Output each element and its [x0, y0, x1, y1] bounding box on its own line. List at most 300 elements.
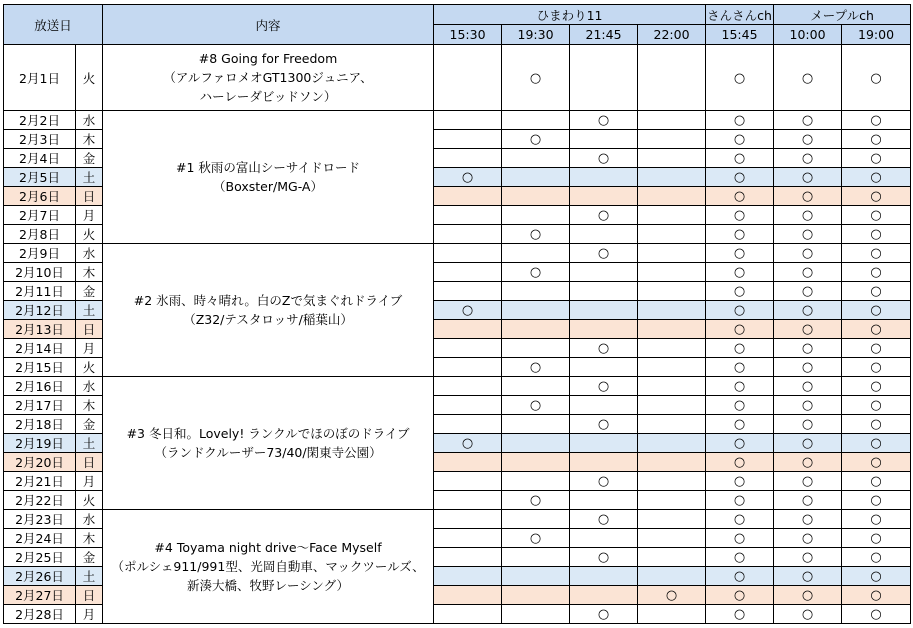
slot-cell: [570, 415, 638, 434]
slot-cell: [706, 130, 774, 149]
header-time: 19:30: [502, 25, 570, 45]
broadcast-mark: ○: [801, 436, 814, 451]
broadcast-date: 2月12日: [4, 301, 76, 320]
broadcast-date: 2月17日: [4, 396, 76, 415]
episode-line: ハーレーダビッドソン）: [199, 89, 337, 104]
broadcast-mark: ○: [870, 246, 882, 261]
slot-cell: [706, 206, 774, 225]
broadcast-mark: ○: [597, 550, 610, 565]
slot-cell: [570, 130, 638, 149]
broadcast-mark: ○: [801, 70, 814, 86]
episode-line: #3 冬日和。Lovely! ランクルでほのぼのドライブ: [126, 426, 410, 441]
slot-cell: [434, 491, 502, 510]
broadcast-mark: ○: [461, 303, 474, 318]
slot-cell: [434, 377, 502, 396]
slot-cell: [434, 548, 502, 567]
slot-cell: [842, 149, 911, 168]
broadcast-date: 2月3日: [4, 130, 76, 149]
slot-cell: [502, 263, 570, 282]
day-of-week: 水: [76, 244, 103, 263]
slot-cell: [502, 45, 570, 111]
slot-cell: [434, 453, 502, 472]
day-of-week: 火: [76, 225, 103, 244]
broadcast-mark: ○: [870, 607, 882, 622]
slot-cell: [638, 358, 706, 377]
schedule-body: [4, 45, 911, 624]
broadcast-mark: ○: [733, 322, 746, 337]
slot-cell: [434, 45, 502, 111]
broadcast-mark: ○: [597, 607, 610, 622]
slot-cell: [570, 396, 638, 415]
slot-cell: [774, 206, 842, 225]
slot-cell: [570, 453, 638, 472]
broadcast-mark: ○: [801, 379, 814, 394]
slot-cell: [570, 548, 638, 567]
slot-cell: [842, 472, 911, 491]
broadcast-mark: ○: [733, 151, 746, 166]
slot-cell: [774, 396, 842, 415]
broadcast-mark: ○: [801, 607, 814, 622]
slot-cell: [706, 45, 774, 111]
day-of-week: 月: [76, 339, 103, 358]
slot-cell: [706, 111, 774, 130]
slot-cell: [502, 396, 570, 415]
slot-cell: [638, 244, 706, 263]
broadcast-mark: ○: [801, 265, 814, 280]
episode-line: （ポルシェ911/991型、光岡自動車、マックツールズ、: [111, 559, 425, 574]
slot-cell: [502, 339, 570, 358]
day-of-week: 金: [76, 149, 103, 168]
slot-cell: [706, 548, 774, 567]
slot-cell: [842, 434, 911, 453]
header-time: 21:45: [570, 25, 638, 45]
broadcast-date: 2月24日: [4, 529, 76, 548]
broadcast-date: 2月19日: [4, 434, 76, 453]
broadcast-date: 2月16日: [4, 377, 76, 396]
slot-cell: [638, 586, 706, 605]
slot-cell: [502, 510, 570, 529]
broadcast-mark: ○: [461, 170, 474, 185]
slot-cell: [774, 168, 842, 187]
slot-cell: [638, 301, 706, 320]
day-of-week: 金: [76, 282, 103, 301]
broadcast-mark: ○: [733, 303, 746, 318]
slot-cell: [842, 187, 911, 206]
broadcast-mark: ○: [733, 379, 746, 394]
slot-cell: [842, 510, 911, 529]
broadcast-mark: ○: [870, 417, 882, 432]
broadcast-mark: ○: [801, 569, 814, 584]
broadcast-date: 2月13日: [4, 320, 76, 339]
slot-cell: [774, 605, 842, 624]
schedule-row: [4, 111, 911, 130]
slot-cell: [502, 168, 570, 187]
slot-cell: [706, 396, 774, 415]
slot-cell: [842, 491, 911, 510]
broadcast-mark: ○: [597, 417, 610, 432]
slot-cell: [706, 339, 774, 358]
slot-cell: [434, 415, 502, 434]
slot-cell: [570, 187, 638, 206]
slot-cell: [706, 453, 774, 472]
day-of-week: 日: [76, 453, 103, 472]
broadcast-mark: ○: [733, 493, 746, 508]
slot-cell: [706, 415, 774, 434]
broadcast-mark: ○: [733, 170, 746, 185]
header-broadcast-date: 放送日: [4, 5, 103, 45]
slot-cell: [434, 396, 502, 415]
broadcast-mark: ○: [733, 70, 746, 86]
broadcast-mark: ○: [733, 474, 746, 489]
slot-cell: [774, 111, 842, 130]
slot-cell: [638, 149, 706, 168]
slot-cell: [638, 225, 706, 244]
slot-cell: [774, 320, 842, 339]
broadcast-mark: ○: [597, 151, 610, 166]
broadcast-mark: ○: [870, 474, 882, 489]
day-of-week: 水: [76, 510, 103, 529]
slot-cell: [570, 529, 638, 548]
slot-cell: [434, 510, 502, 529]
broadcast-mark: ○: [870, 512, 882, 527]
broadcast-date: 2月9日: [4, 244, 76, 263]
slot-cell: [842, 548, 911, 567]
slot-cell: [570, 567, 638, 586]
broadcast-mark: ○: [733, 227, 746, 242]
broadcast-date: 2月23日: [4, 510, 76, 529]
broadcast-mark: ○: [597, 208, 610, 223]
day-of-week: 木: [76, 263, 103, 282]
broadcast-mark: ○: [870, 436, 882, 451]
broadcast-mark: ○: [870, 170, 882, 185]
broadcast-mark: ○: [597, 379, 610, 394]
episode-content: [103, 45, 434, 111]
slot-cell: [842, 263, 911, 282]
schedule-row: [4, 244, 911, 263]
slot-cell: [502, 453, 570, 472]
slot-cell: [434, 168, 502, 187]
broadcast-mark: ○: [733, 550, 746, 565]
broadcast-date: 2月2日: [4, 111, 76, 130]
broadcast-mark: ○: [801, 170, 814, 185]
slot-cell: [706, 529, 774, 548]
slot-cell: [706, 434, 774, 453]
broadcast-date: 2月20日: [4, 453, 76, 472]
slot-cell: [434, 149, 502, 168]
broadcast-date: 2月15日: [4, 358, 76, 377]
slot-cell: [774, 225, 842, 244]
slot-cell: [570, 605, 638, 624]
slot-cell: [638, 320, 706, 339]
day-of-week: 日: [76, 320, 103, 339]
day-of-week: 木: [76, 130, 103, 149]
slot-cell: [502, 244, 570, 263]
broadcast-mark: ○: [597, 246, 610, 261]
slot-cell: [502, 320, 570, 339]
slot-cell: [774, 529, 842, 548]
episode-content: [103, 377, 434, 510]
slot-cell: [706, 301, 774, 320]
slot-cell: [842, 111, 911, 130]
broadcast-mark: ○: [733, 265, 746, 280]
slot-cell: [774, 586, 842, 605]
slot-cell: [774, 453, 842, 472]
slot-cell: [842, 377, 911, 396]
slot-cell: [706, 586, 774, 605]
header-channel-himawari: ひまわり11: [434, 5, 706, 25]
broadcast-mark: ○: [529, 227, 542, 242]
schedule-row: [4, 510, 911, 529]
broadcast-mark: ○: [801, 246, 814, 261]
slot-cell: [638, 339, 706, 358]
slot-cell: [434, 472, 502, 491]
broadcast-date: 2月18日: [4, 415, 76, 434]
header-time: 19:00: [842, 25, 911, 45]
slot-cell: [706, 605, 774, 624]
day-of-week: 月: [76, 605, 103, 624]
broadcast-mark: ○: [801, 512, 814, 527]
header-channel-maple: メープルch: [774, 5, 911, 25]
slot-cell: [842, 586, 911, 605]
broadcast-mark: ○: [870, 227, 882, 242]
broadcast-mark: ○: [870, 588, 882, 603]
slot-cell: [706, 567, 774, 586]
slot-cell: [842, 339, 911, 358]
broadcast-mark: ○: [733, 417, 746, 432]
slot-cell: [706, 263, 774, 282]
slot-cell: [638, 168, 706, 187]
slot-cell: [774, 187, 842, 206]
slot-cell: [434, 244, 502, 263]
broadcast-mark: ○: [801, 531, 814, 546]
slot-cell: [842, 301, 911, 320]
slot-cell: [570, 491, 638, 510]
episode-line: （Boxster/MG-A）: [213, 179, 323, 194]
day-of-week: 土: [76, 434, 103, 453]
slot-cell: [842, 605, 911, 624]
broadcast-mark: ○: [801, 398, 814, 413]
slot-cell: [502, 434, 570, 453]
episode-content: [103, 111, 434, 244]
slot-cell: [774, 377, 842, 396]
header-row-channels: [4, 5, 911, 25]
broadcast-date: 2月5日: [4, 168, 76, 187]
slot-cell: [502, 282, 570, 301]
slot-cell: [502, 358, 570, 377]
broadcast-mark: ○: [733, 284, 746, 299]
day-of-week: 水: [76, 377, 103, 396]
day-of-week: 火: [76, 358, 103, 377]
episode-line: #1 秋雨の富山シーサイドロード: [176, 160, 361, 175]
broadcast-mark: ○: [870, 303, 882, 318]
slot-cell: [502, 548, 570, 567]
episode-line: #2 氷雨、時々晴れ。白のZで気まぐれドライブ: [133, 293, 403, 308]
slot-cell: [638, 415, 706, 434]
broadcast-mark: ○: [733, 588, 746, 603]
broadcast-mark: ○: [801, 227, 814, 242]
day-of-week: 月: [76, 472, 103, 491]
slot-cell: [570, 339, 638, 358]
slot-cell: [502, 491, 570, 510]
broadcast-mark: ○: [733, 455, 746, 470]
slot-cell: [502, 187, 570, 206]
broadcast-mark: ○: [733, 208, 746, 223]
slot-cell: [502, 586, 570, 605]
slot-cell: [774, 45, 842, 111]
slot-cell: [774, 491, 842, 510]
slot-cell: [502, 377, 570, 396]
broadcast-mark: ○: [597, 474, 610, 489]
day-of-week: 火: [76, 491, 103, 510]
slot-cell: [842, 206, 911, 225]
slot-cell: [502, 225, 570, 244]
day-of-week: 火: [76, 45, 103, 111]
day-of-week: 日: [76, 586, 103, 605]
broadcast-mark: ○: [733, 341, 746, 356]
slot-cell: [434, 434, 502, 453]
slot-cell: [842, 415, 911, 434]
broadcast-mark: ○: [870, 341, 882, 356]
broadcast-mark: ○: [870, 132, 882, 147]
slot-cell: [570, 586, 638, 605]
slot-cell: [842, 282, 911, 301]
broadcast-mark: ○: [597, 113, 610, 128]
slot-cell: [434, 225, 502, 244]
broadcast-date: 2月10日: [4, 263, 76, 282]
slot-cell: [570, 244, 638, 263]
slot-cell: [774, 263, 842, 282]
slot-cell: [842, 244, 911, 263]
broadcast-mark: ○: [801, 455, 814, 470]
day-of-week: 土: [76, 301, 103, 320]
slot-cell: [570, 225, 638, 244]
slot-cell: [706, 282, 774, 301]
episode-line: （ランドクルーザー73/40/閑東寺公園）: [154, 445, 382, 460]
slot-cell: [706, 320, 774, 339]
broadcast-date: 2月25日: [4, 548, 76, 567]
slot-cell: [706, 225, 774, 244]
broadcast-mark: ○: [801, 189, 814, 204]
slot-cell: [434, 358, 502, 377]
broadcast-date: 2月14日: [4, 339, 76, 358]
slot-cell: [434, 339, 502, 358]
slot-cell: [706, 149, 774, 168]
broadcast-mark: ○: [801, 550, 814, 565]
slot-cell: [842, 567, 911, 586]
slot-cell: [638, 263, 706, 282]
broadcast-date: 2月22日: [4, 491, 76, 510]
slot-cell: [502, 206, 570, 225]
slot-cell: [842, 225, 911, 244]
broadcast-mark: ○: [801, 474, 814, 489]
day-of-week: 土: [76, 168, 103, 187]
slot-cell: [570, 282, 638, 301]
broadcast-mark: ○: [461, 436, 474, 451]
broadcast-date: 2月27日: [4, 586, 76, 605]
day-of-week: 水: [76, 111, 103, 130]
broadcast-mark: ○: [870, 550, 882, 565]
slot-cell: [570, 45, 638, 111]
slot-cell: [842, 358, 911, 377]
slot-cell: [706, 377, 774, 396]
slot-cell: [502, 149, 570, 168]
broadcast-mark: ○: [801, 417, 814, 432]
slot-cell: [570, 510, 638, 529]
slot-cell: [842, 529, 911, 548]
slot-cell: [774, 434, 842, 453]
slot-cell: [434, 320, 502, 339]
broadcast-mark: ○: [870, 493, 882, 508]
broadcast-mark: ○: [733, 246, 746, 261]
broadcast-mark: ○: [665, 588, 678, 603]
broadcast-mark: ○: [733, 113, 746, 128]
header-time: 15:30: [434, 25, 502, 45]
broadcast-mark: ○: [801, 132, 814, 147]
broadcast-mark: ○: [870, 360, 882, 375]
broadcast-mark: ○: [801, 113, 814, 128]
day-of-week: 金: [76, 548, 103, 567]
day-of-week: 木: [76, 529, 103, 548]
slot-cell: [774, 358, 842, 377]
slot-cell: [706, 187, 774, 206]
broadcast-mark: ○: [870, 189, 882, 204]
slot-cell: [774, 567, 842, 586]
slot-cell: [774, 339, 842, 358]
slot-cell: [434, 529, 502, 548]
broadcast-mark: ○: [801, 303, 814, 318]
broadcast-schedule-table: [3, 4, 911, 624]
episode-line: 新湊大橋、牧野レーシング）: [186, 578, 350, 593]
slot-cell: [434, 111, 502, 130]
slot-cell: [706, 358, 774, 377]
slot-cell: [570, 301, 638, 320]
slot-cell: [706, 244, 774, 263]
broadcast-mark: ○: [870, 151, 882, 166]
slot-cell: [502, 301, 570, 320]
slot-cell: [638, 111, 706, 130]
broadcast-mark: ○: [870, 569, 882, 584]
episode-content: [103, 510, 434, 624]
slot-cell: [434, 187, 502, 206]
slot-cell: [706, 168, 774, 187]
slot-cell: [774, 301, 842, 320]
slot-cell: [502, 472, 570, 491]
broadcast-mark: ○: [529, 265, 542, 280]
slot-cell: [638, 510, 706, 529]
broadcast-mark: ○: [733, 512, 746, 527]
slot-cell: [502, 567, 570, 586]
slot-cell: [638, 529, 706, 548]
slot-cell: [434, 263, 502, 282]
slot-cell: [706, 491, 774, 510]
broadcast-date: 2月21日: [4, 472, 76, 491]
slot-cell: [638, 567, 706, 586]
slot-cell: [638, 472, 706, 491]
slot-cell: [842, 453, 911, 472]
episode-line: （アルファロメオGT1300ジュニア、: [163, 70, 373, 85]
day-of-week: 木: [76, 396, 103, 415]
slot-cell: [638, 187, 706, 206]
broadcast-mark: ○: [529, 398, 542, 413]
broadcast-mark: ○: [870, 398, 882, 413]
slot-cell: [570, 206, 638, 225]
broadcast-date: 2月26日: [4, 567, 76, 586]
slot-cell: [570, 377, 638, 396]
slot-cell: [774, 472, 842, 491]
broadcast-mark: ○: [529, 531, 542, 546]
broadcast-mark: ○: [733, 360, 746, 375]
slot-cell: [774, 130, 842, 149]
